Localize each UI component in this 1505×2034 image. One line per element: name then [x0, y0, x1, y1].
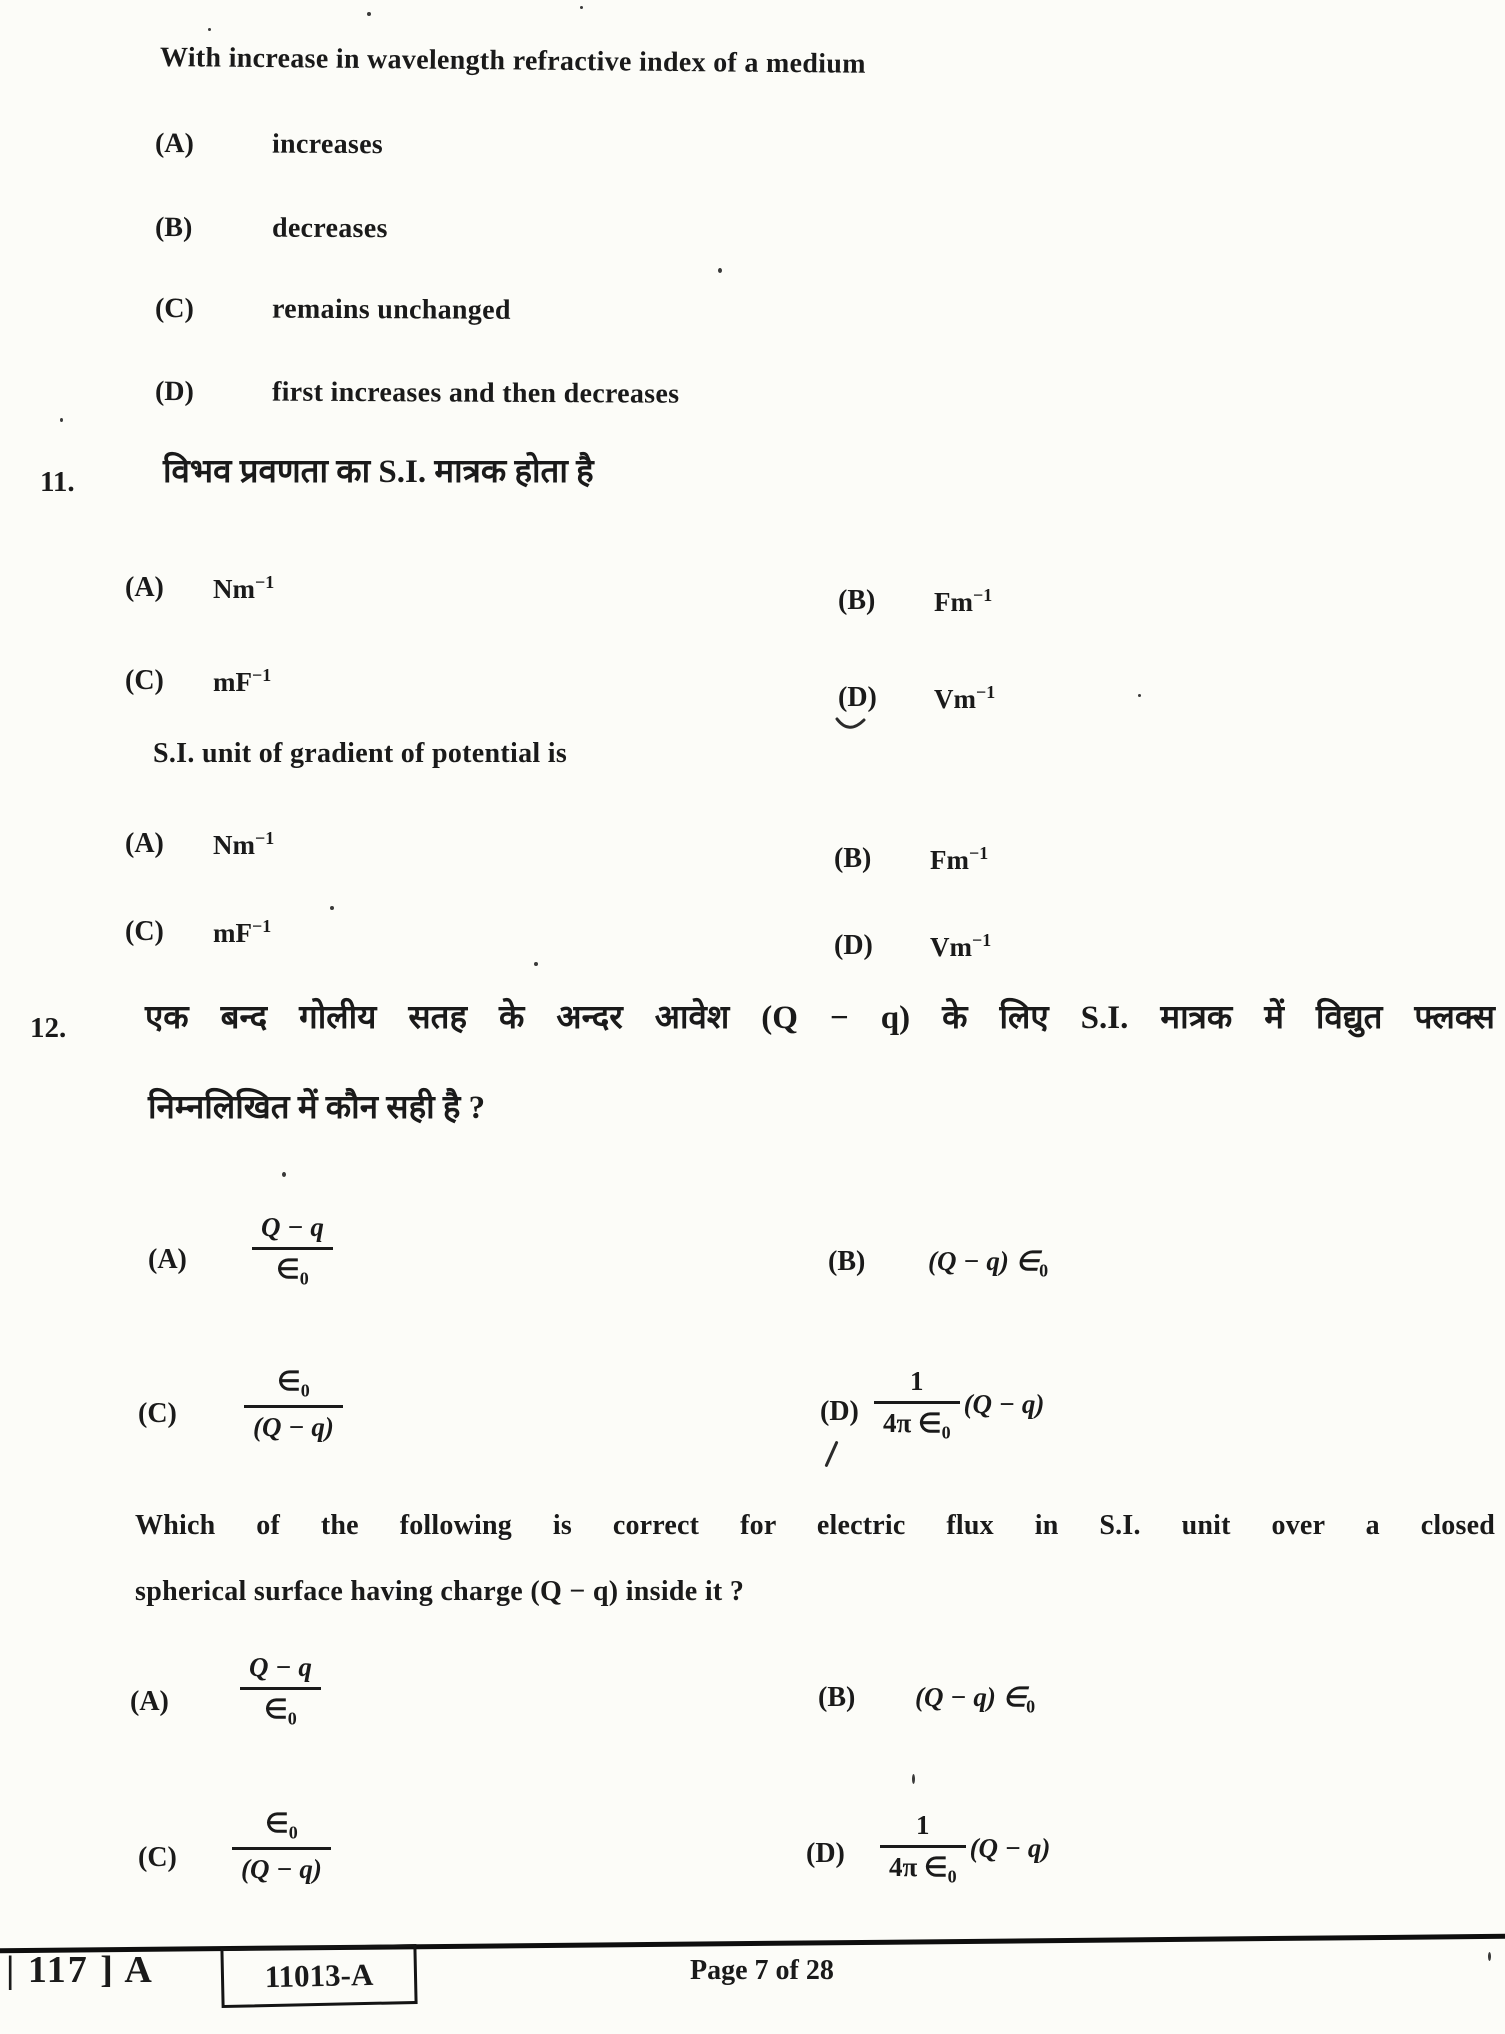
- scan-speck: [534, 962, 538, 966]
- q11-hindi-option-a: [125, 572, 274, 605]
- option-unit: $Fm^{-1}$: [930, 843, 989, 875]
- option-label: (C): [125, 665, 164, 696]
- q12-english-option-b-text: (Q − q) $\in_0$: [915, 1682, 1036, 1717]
- option-unit: $mF^{-1}$: [213, 916, 272, 948]
- question-top-option-d: [155, 376, 680, 411]
- option-label: (C): [125, 916, 164, 947]
- footer-booklet-code-box: [220, 1944, 417, 2008]
- question-12-stem-hindi-line2: निम्नलिखित में कौन सही है ?: [148, 1090, 486, 1126]
- footer-page-number: Page 7 of 28: [690, 1955, 834, 1986]
- q12-english-option-a-label: (A): [130, 1686, 169, 1717]
- option-label: (D): [838, 682, 877, 713]
- q11-english-option-b: [834, 843, 988, 876]
- option-unit: $Nm^{-1}$: [213, 828, 275, 860]
- question-12-number: 12.: [30, 1012, 67, 1044]
- question-top-option-c: [155, 293, 511, 327]
- q12-hindi-option-b-text: (Q − q) $\in_0$: [928, 1246, 1049, 1281]
- scan-speck: [912, 1774, 915, 1784]
- q12-hindi-option-d-label: (D): [820, 1396, 859, 1427]
- option-label: (A): [125, 828, 164, 859]
- option-label: (D): [154, 376, 194, 408]
- question-11-stem-hindi: विभव प्रवणता का S.I. मात्रक होता है: [163, 454, 594, 490]
- scan-speck: [718, 268, 722, 273]
- option-unit: $mF^{-1}$: [213, 665, 272, 697]
- option-unit: $Vm^{-1}$: [934, 682, 996, 714]
- scan-speck: [282, 1172, 286, 1177]
- option-label: (D): [834, 930, 873, 961]
- footer-booklet-code: 11013-A: [264, 1956, 374, 1995]
- q12-english-option-c-label: (C): [138, 1842, 177, 1873]
- option-text: first increases and then decreases: [271, 376, 680, 410]
- question-top-stem: With increase in wavelength refractive index of a medium: [159, 42, 866, 80]
- footer-set-code: | 117 ] A: [6, 1949, 154, 1991]
- q12-english-option-d-label: (D): [806, 1838, 845, 1869]
- q12-hindi-option-a-fraction: $\frac{Q - q}{\in_0}$: [252, 1212, 333, 1289]
- q12-english-option-a-fraction: $\frac{Q - q}{\in_0}$: [240, 1652, 321, 1729]
- q12-hindi-option-b-label: (B): [828, 1246, 866, 1277]
- question-12-stem-english-line2: spherical surface having charge (Q − q) inside it ?: [135, 1576, 745, 1607]
- q11-hindi-option-c: [125, 665, 271, 698]
- scan-speck: [330, 906, 334, 910]
- scan-speck: [367, 12, 371, 16]
- question-11-number: 11.: [40, 466, 75, 498]
- q11-english-option-a: [125, 828, 274, 861]
- q12-english-option-b-label: (B): [818, 1682, 856, 1713]
- q11-english-option-c: [125, 916, 271, 949]
- q11-english-option-d: [834, 930, 991, 963]
- pen-mark: [824, 1441, 838, 1468]
- option-label: (B): [154, 212, 193, 244]
- scan-speck: [60, 418, 63, 422]
- q12-hindi-option-c-label: (C): [138, 1398, 177, 1429]
- option-label: (B): [834, 843, 872, 874]
- option-unit: $Fm^{-1}$: [934, 585, 993, 617]
- option-label: (B): [838, 585, 876, 616]
- question-top-option-b: [155, 212, 388, 245]
- option-unit: $Vm^{-1}$: [930, 930, 992, 962]
- question-12-stem-english-line1: Which of the following is correct for electric flux in S.I. unit over a closed: [135, 1510, 1495, 1541]
- q12-hindi-option-a-label: (A): [148, 1244, 187, 1275]
- option-text: decreases: [271, 212, 388, 245]
- scan-speck: [1138, 694, 1141, 697]
- pen-mark: [834, 716, 868, 736]
- question-top-option-a: [155, 128, 383, 161]
- option-text: remains unchanged: [271, 293, 511, 326]
- question-12-stem-hindi-line1: एक बन्द गोलीय सतह के अन्दर आवेश (Q − q) के लिए S.I. मात्रक में विद्युत फ्लक्स: [145, 1000, 1495, 1036]
- option-label: (A): [154, 128, 194, 160]
- q12-english-option-c-fraction: $\frac{\in_0}{(Q - q)}$: [232, 1808, 331, 1885]
- question-11-stem-english: S.I. unit of gradient of potential is: [153, 738, 568, 769]
- q12-hindi-option-d-expression: $\frac{1}{4\pi \in_0}$ (Q − q): [874, 1366, 1044, 1443]
- q11-hindi-option-b: [838, 585, 992, 618]
- option-unit: $Nm^{-1}$: [213, 572, 275, 604]
- option-label: (A): [125, 572, 164, 603]
- q12-english-option-d-expression: $\frac{1}{4\pi \in_0}$ (Q − q): [880, 1810, 1050, 1887]
- q12-hindi-option-c-fraction: $\frac{\in_0}{(Q - q)}$: [244, 1366, 343, 1443]
- scan-speck: [1488, 1952, 1491, 1961]
- option-text: increases: [271, 128, 384, 161]
- scan-speck: [208, 28, 211, 31]
- q11-hindi-option-d: [838, 682, 995, 715]
- scan-speck: [580, 6, 583, 9]
- option-label: (C): [154, 293, 194, 325]
